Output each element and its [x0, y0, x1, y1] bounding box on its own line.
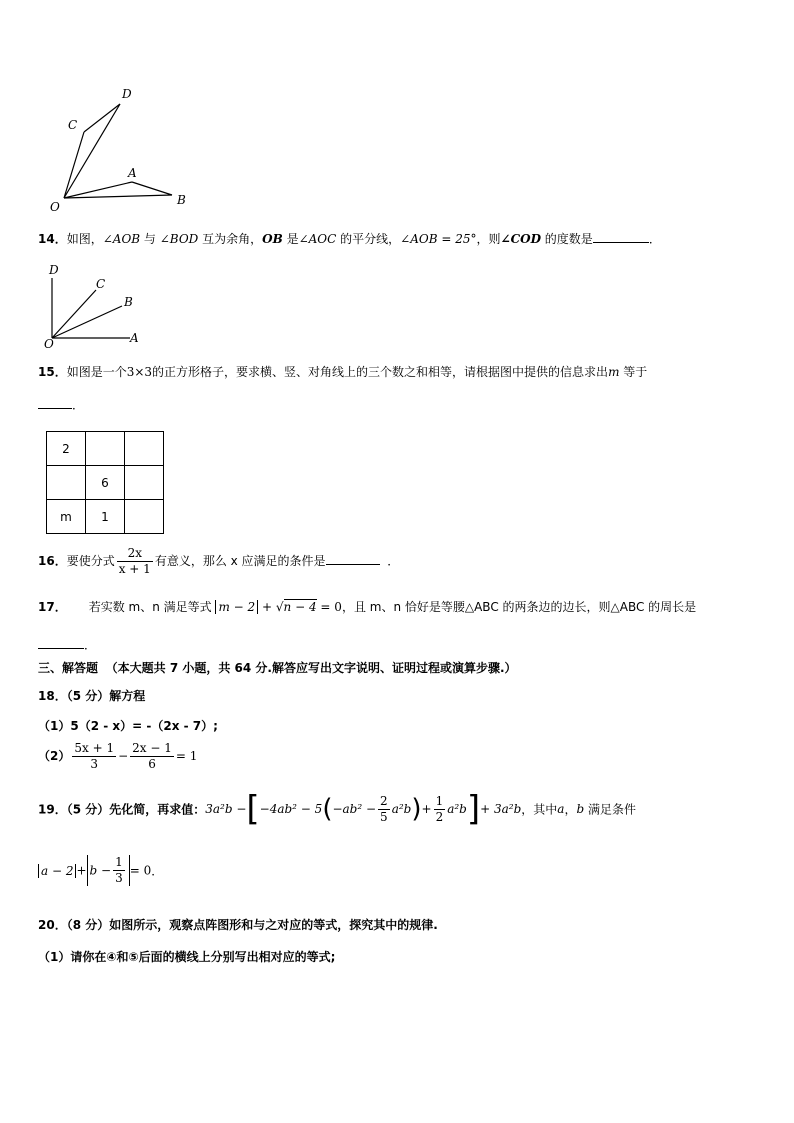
text: ． [387, 554, 400, 568]
bracket-left: [ [246, 789, 260, 829]
label-a: A [128, 166, 137, 180]
denominator: 3 [115, 871, 123, 885]
grid-cell [125, 500, 164, 534]
math: 3×3 [126, 365, 153, 379]
grid-cell: 2 [47, 432, 86, 466]
math: ∠COD [500, 232, 541, 246]
math: a²b [391, 802, 412, 816]
math: + 3a²b [480, 802, 522, 816]
question-19 [38, 789, 636, 829]
denominator: 5 [380, 809, 388, 824]
question-17 [38, 598, 696, 616]
text: 的正方形格子，要求横、竖、对角线上的三个数之和相等，请根据图中提供的信息求出 [152, 365, 609, 379]
math: a²b [447, 802, 467, 816]
question-14 [38, 230, 661, 247]
denominator: x + 1 [118, 562, 151, 576]
text: 等于 [619, 365, 648, 379]
question-18-part1: （1）5（2 - x）= -（2x - 7）; [38, 719, 218, 733]
text: 互为余角， [198, 232, 263, 246]
figure-q14 [40, 260, 150, 350]
text: 如图是一个 [66, 365, 127, 379]
fraction [117, 546, 153, 577]
grid-cell: 6 [86, 466, 125, 500]
text: 的度数是 [540, 232, 593, 246]
label-a: A [130, 331, 139, 345]
question-19-condition [38, 855, 163, 886]
question-15 [38, 364, 647, 380]
fraction [378, 794, 390, 825]
fraction [72, 741, 116, 772]
math: OB [262, 232, 283, 246]
answer-blank[interactable] [38, 636, 84, 649]
math: m [608, 365, 620, 379]
label-b: B [124, 295, 133, 309]
question-17-answer-line [38, 636, 96, 653]
figure-q13 [40, 80, 200, 215]
abs-value-fraction [87, 855, 130, 886]
abs-value: a − 2 [38, 864, 76, 878]
question-15-answer-line [38, 396, 84, 413]
math: + [421, 802, 432, 816]
math: ∠AOC [298, 232, 337, 246]
section-title: 三、解答题 [38, 661, 99, 675]
text: ，其中 [521, 802, 558, 817]
part-label: （2） [38, 749, 71, 763]
text: 满足条件 [584, 802, 636, 817]
label-d: D [49, 263, 59, 277]
grid-cell: 1 [86, 500, 125, 534]
text: 与 [140, 232, 160, 246]
abs-value: m − 2 [215, 600, 258, 614]
math: −4ab² − 5 [259, 802, 323, 816]
paren-left: ( [322, 794, 333, 824]
label-o: O [44, 337, 54, 350]
label-c: C [68, 118, 78, 132]
text: 如图， [66, 232, 103, 246]
text: ， [564, 802, 577, 817]
text: ． [648, 232, 661, 246]
question-number: 14． [38, 232, 67, 246]
denominator: 3 [90, 757, 99, 771]
answer-blank[interactable] [38, 396, 72, 409]
math: ∠AOB = 25° [400, 232, 477, 246]
question-number: 17． [38, 600, 67, 614]
section-heading [38, 660, 517, 676]
grid-cell [47, 466, 86, 500]
grid-cell [125, 466, 164, 500]
math: b [576, 802, 585, 816]
text: ，则 [476, 232, 501, 246]
question-18-head: 18．（5 分）解方程 [38, 689, 146, 703]
numerator: 1 [115, 855, 123, 869]
question-20-head: 20．（8 分）如图所示，观察点阵图形和与之对应的等式，探究其中的规律. [38, 918, 438, 932]
answer-blank[interactable] [326, 552, 380, 565]
label-o: O [50, 200, 60, 214]
magic-square-grid [46, 431, 164, 534]
question-number: 16． [38, 554, 67, 568]
label-d: D [122, 87, 132, 101]
question-16 [38, 546, 399, 577]
text: 若实数 m、n 满足等式 [88, 600, 212, 614]
math: ∠BOD [159, 232, 199, 246]
math: = 0 [320, 600, 342, 614]
numerator: 1 [435, 793, 444, 808]
math: − [118, 749, 129, 763]
text: ，且 m、n 恰好是等腰△ABC 的两条边的边长，则△ABC 的周长是 [341, 600, 697, 614]
label-b: B [177, 193, 186, 207]
grid-cell: m [47, 500, 86, 534]
fraction [113, 855, 125, 886]
math: + [76, 863, 87, 878]
question-18-part2 [38, 741, 197, 772]
denominator: 2 [435, 809, 444, 824]
math: a [557, 802, 565, 816]
math: = 0 [129, 863, 152, 878]
text: 的平分线， [336, 232, 401, 246]
text: 要使分式 [66, 554, 115, 568]
radicand: n − 4 [283, 600, 317, 614]
question-20-part1: （1）请你在④和⑤后面的横线上分别写出相对应的等式; [38, 950, 336, 964]
section-note: （本大题共 7 小题，共 64 分.解答应写出文字说明、证明过程或演算步骤.） [105, 661, 517, 675]
grid-cell [125, 432, 164, 466]
math: = 1 [175, 749, 198, 763]
numerator: 2x [117, 546, 153, 562]
text: 有意义，那么 x 应满足的条件是 [154, 554, 326, 568]
math: + [262, 600, 273, 614]
sqrt-sign: √ [275, 600, 284, 614]
numerator: 5x + 1 [74, 741, 115, 755]
answer-blank[interactable] [593, 230, 649, 243]
math: 3a²b − [205, 802, 247, 816]
text: ． [72, 398, 85, 412]
fraction [130, 741, 174, 772]
bracket-right: ] [466, 789, 481, 829]
fraction [434, 794, 446, 825]
text: ． [84, 638, 97, 652]
numerator: 2x − 1 [132, 741, 172, 755]
text: ． [151, 864, 164, 878]
grid-cell [86, 432, 125, 466]
denominator: 6 [148, 757, 156, 771]
label-c: C [96, 277, 106, 291]
text: 是 [282, 232, 299, 246]
question-number: 15． [38, 365, 67, 379]
paren-right: ) [411, 794, 422, 824]
math: b − [89, 863, 112, 878]
math: −ab² − [332, 802, 377, 816]
math: ∠AOB [102, 232, 141, 246]
question-head: 19．（5 分）先化简，再求值： [38, 802, 206, 817]
numerator: 2 [380, 793, 388, 808]
